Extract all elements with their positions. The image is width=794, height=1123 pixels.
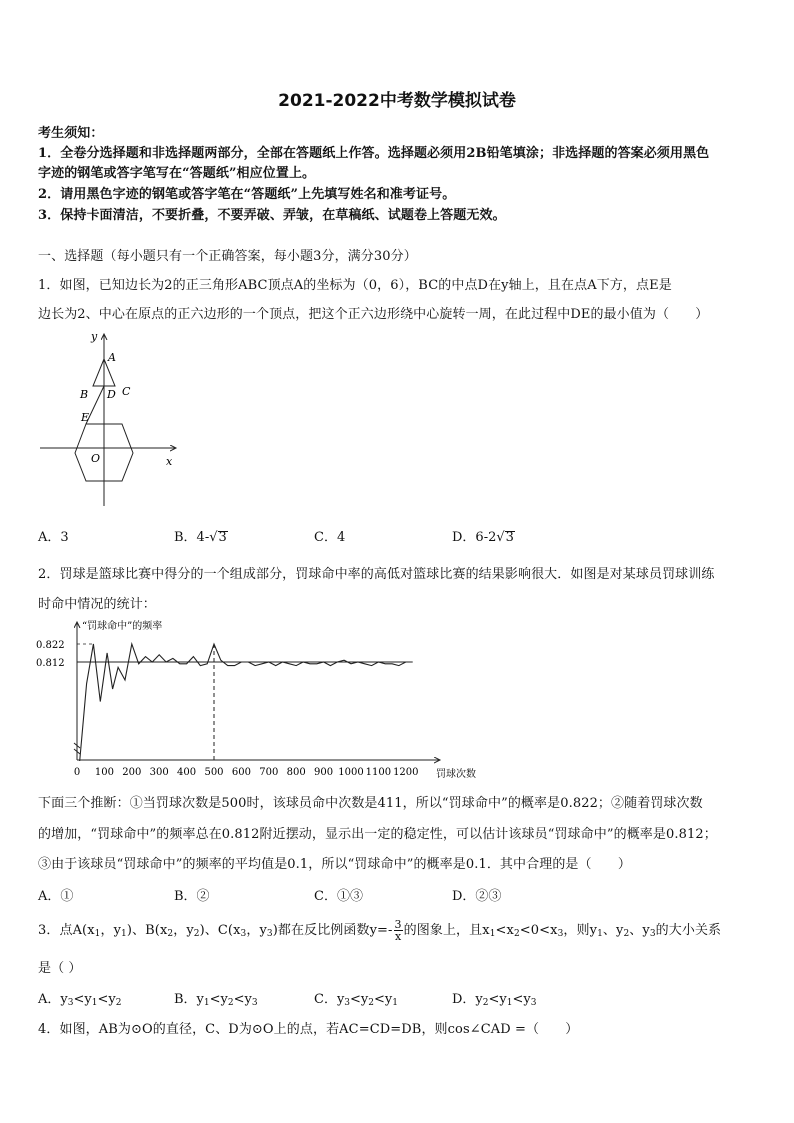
opt-sub: 3	[251, 998, 258, 1008]
q2-option-c[interactable]: C．①③	[314, 889, 363, 904]
q3-text: )都在反比例函数y=-	[272, 923, 393, 938]
opt-text: A．y	[38, 992, 68, 1007]
label-b: B	[80, 388, 89, 401]
q3-sub: 2	[513, 929, 520, 939]
x-tick-label: 1200	[393, 767, 419, 778]
x-tick-label: 400	[177, 767, 197, 778]
opt-sub: 2	[482, 998, 489, 1008]
q1-option-d-root: 3	[505, 530, 514, 545]
q3-sub: 2	[167, 929, 174, 939]
opt-sub: 3	[344, 998, 351, 1008]
label-x: x	[166, 455, 173, 468]
q1-line-1: 1．如图，已知边长为2的正三角形ABC顶点A的坐标为（0，6），BC的中点D在y轴上，且在点A下方，点E是	[38, 278, 672, 293]
x-tick-label: 1100	[365, 767, 392, 778]
opt-text: <y	[233, 992, 252, 1007]
q3-sub: 1	[489, 929, 496, 939]
fraction-numerator: 3	[394, 918, 402, 931]
q2-after-line-3: ③由于该球员“罚球命中”的频率的平均值是0.1，所以“罚球命中”的概率是0.1．其中合理的是（ ）	[38, 857, 631, 872]
q1-option-b[interactable]	[174, 526, 228, 545]
opt-sub: 1	[506, 998, 513, 1008]
x-tick-label: 200	[122, 767, 142, 778]
q1-option-d-prefix: D．6-2	[452, 530, 497, 545]
q3-option-a[interactable]	[38, 988, 121, 1008]
q3-text: ，则y	[563, 923, 598, 938]
q3-sub: 2	[193, 929, 200, 939]
x-tick-label: 300	[149, 767, 169, 778]
q2-line-2: 时命中情况的统计：	[38, 597, 156, 612]
q1-option-d[interactable]	[452, 526, 515, 545]
section-heading: 一、选择题（每小题只有一个正确答案，每小题3分，满分30分）	[38, 249, 417, 264]
opt-text: <y	[209, 992, 228, 1007]
opt-sub: 2	[115, 998, 122, 1008]
q2-option-a[interactable]: A．①	[38, 889, 74, 904]
q3-sub: 3	[649, 929, 656, 939]
q3-option-c[interactable]	[314, 988, 398, 1008]
opt-sub: 1	[91, 998, 98, 1008]
opt-text: <y	[350, 992, 369, 1007]
opt-text: <y	[73, 992, 92, 1007]
opt-text: C．y	[314, 992, 345, 1007]
q1-option-c[interactable]: C．4	[314, 530, 346, 545]
x-tick-label: 900	[314, 767, 334, 778]
q3-text: ，y	[100, 923, 122, 938]
q3-option-d[interactable]	[452, 988, 536, 1008]
label-o: O	[91, 452, 101, 465]
x-tick-label: 600	[231, 767, 251, 778]
x-tick-label: 1000	[338, 767, 364, 778]
notice-line-3: 2．请用黑色字迹的钢笔或答字笔在“答题纸”上先填写姓名和准考证号。	[38, 187, 456, 202]
fraction-denominator: x	[394, 930, 402, 943]
x-tick-label: 0	[73, 767, 81, 778]
q3-text: 、y	[602, 923, 624, 938]
fraction-3-over-x	[394, 919, 403, 942]
q3-sub: 1	[121, 929, 127, 939]
q3-text: )、C(x	[199, 923, 241, 938]
q2-option-d[interactable]: D．②③	[452, 889, 502, 904]
q3-text: <x	[495, 923, 514, 938]
notice-line-2: 字迹的钢笔或答字笔写在“答题纸”相应位置上。	[38, 166, 316, 181]
opt-text: <y	[512, 992, 531, 1007]
q2-after-line-2: 的增加，“罚球命中”的频率总在0.812附近摆动，显示出一定的稳定性，可以估计该球员“罚球命中”的概率是0.812；	[38, 827, 717, 842]
q3-text: <0<x	[519, 923, 558, 938]
x-tick-label: 800	[286, 767, 306, 778]
label-e: E	[81, 411, 90, 424]
q1-option-b-prefix: B．4-	[174, 530, 210, 545]
chart-xlabel: 罚球次数	[436, 769, 476, 780]
q3-text: 3．点A(x	[38, 923, 95, 938]
opt-sub: 3	[67, 998, 74, 1008]
q3-text: ，y	[246, 923, 267, 938]
label-c: C	[122, 385, 131, 398]
q3-sub: 3	[266, 929, 273, 939]
q2-line-1: 2．罚球是篮球比赛中得分的一个组成部分，罚球命中率的高低对篮球比赛的结果影响很大．如图是对某球员罚球训练	[38, 567, 715, 582]
notice-line-4: 3．保持卡面清洁，不要折叠，不要弄破、弄皱，在草稿纸、试题卷上答题无效。	[38, 208, 506, 223]
sqrt-sign: √	[209, 530, 218, 545]
q3-sub: 2	[623, 929, 630, 939]
q3-sub: 1	[94, 929, 101, 939]
chart-title: “罚球命中”的频率	[82, 621, 163, 632]
q1-line-2: 边长为2、中心在原点的正六边形的一个顶点，把这个正六边形绕中心旋转一周，在此过程中DE的最小值为（ ）	[38, 307, 709, 322]
page-title: 2021-2022中考数学模拟试卷	[278, 91, 516, 111]
q3-sub: 1	[597, 929, 603, 939]
notice-heading: 考生须知：	[38, 126, 104, 141]
q1-option-b-root: 3	[218, 530, 227, 545]
opt-text: B．y	[174, 992, 204, 1007]
x-tick-label: 100	[94, 767, 114, 778]
sqrt-sign: √	[496, 530, 505, 545]
q3-text: ，y	[173, 923, 194, 938]
q3-sub: 3	[557, 929, 564, 939]
opt-sub: 3	[530, 998, 537, 1008]
q2-after-line-1: 下面三个推断：①当罚球次数是500时，该球员命中次数是411，所以“罚球命中”的概率是0.822；②随着罚球次数	[38, 796, 703, 811]
x-tick-label: 700	[259, 767, 279, 778]
q1-figure	[36, 328, 186, 508]
frequency-chart	[30, 614, 500, 784]
label-a: A	[108, 351, 116, 364]
x-tick-label: 500	[204, 767, 224, 778]
y-tick-0822: 0.822	[36, 640, 65, 651]
q3-text: )、B(x	[126, 923, 168, 938]
q3-option-b[interactable]	[174, 988, 258, 1008]
label-d: D	[107, 388, 116, 401]
q3-sub: 3	[240, 929, 247, 939]
y-tick-0812: 0.812	[36, 658, 65, 669]
q3-text: 的大小关系	[655, 923, 722, 938]
q2-option-b[interactable]: B．②	[174, 889, 210, 904]
opt-text: <y	[488, 992, 507, 1007]
opt-sub: 2	[227, 998, 234, 1008]
opt-sub: 1	[203, 998, 210, 1008]
notice-line-1: 1．全卷分选择题和非选择题两部分，全部在答题纸上作答。选择题必须用2B铅笔填涂；非选择题的答案必须用黑色	[38, 146, 710, 161]
q3-text: 的图象上，且x	[403, 923, 490, 938]
label-y: y	[91, 330, 98, 343]
q1-option-a[interactable]: A．3	[38, 530, 69, 545]
q4-line-1: 4．如图，AB为⊙O的直径，C、D为⊙O上的点，若AC=CD=DB，则cos∠CAD =（ ）	[38, 1022, 579, 1037]
opt-sub: 2	[368, 998, 375, 1008]
opt-sub: 1	[392, 998, 398, 1008]
q3-line-1	[38, 919, 721, 942]
opt-text: <y	[97, 992, 116, 1007]
q3-line-2: 是（ ）	[38, 961, 82, 976]
opt-text: D．y	[452, 992, 483, 1007]
q3-text: 、y	[629, 923, 650, 938]
opt-text: <y	[374, 992, 393, 1007]
